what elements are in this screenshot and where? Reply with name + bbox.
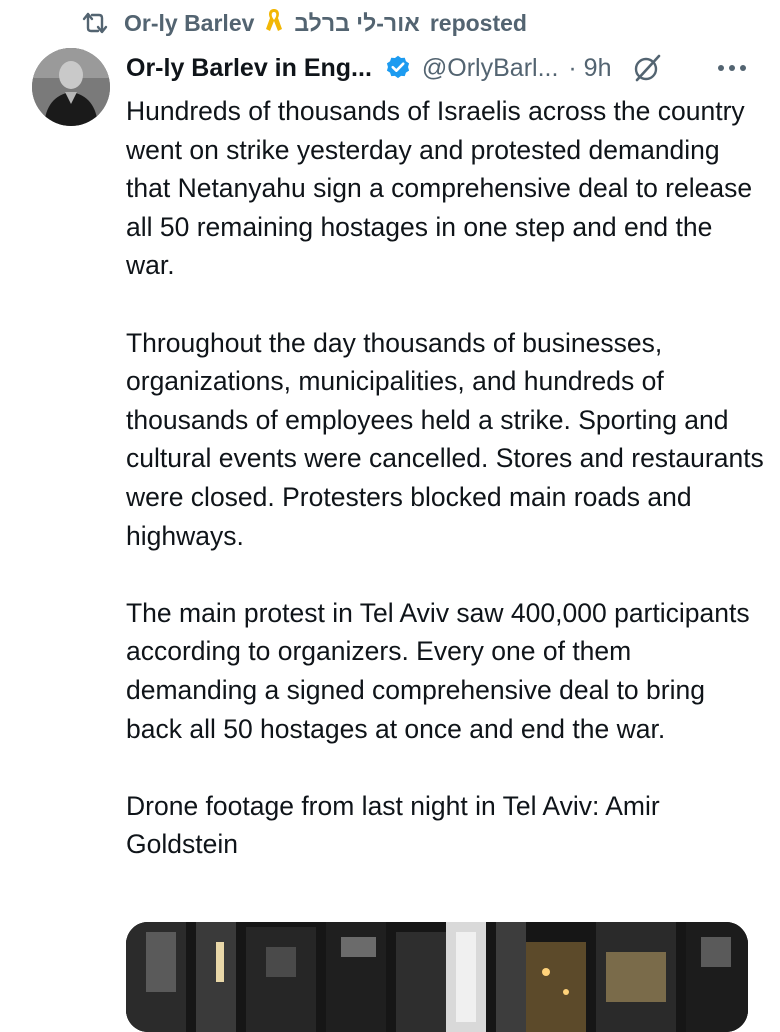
avatar[interactable] <box>32 48 110 126</box>
tweet-paragraph: Hundreds of thousands of Israelis across the country went on strike yesterday and protested demanding that Netanyahu sign a comprehensive deal to release all 50 remaining hostages in one step and end the war. <box>126 96 753 281</box>
author-handle[interactable]: @OrlyBarl... <box>421 53 559 82</box>
timestamp[interactable]: · 9h <box>568 53 612 82</box>
tweet-paragraph: Throughout the day thousands of businesses, organizations, municipalities, and hundreds of thousands of employees held a strike. Sporting and cultural events were cancelled. Stores and restaurants were closed. Protesters blocked main roads and highways. <box>126 327 764 551</box>
tweet-paragraph: The main protest in Tel Aviv saw 400,000 participants according to organizers. Every one of them demanding a signed comprehensive deal to bring back all 50 hostages at once and end the war. <box>126 597 750 744</box>
more-icon[interactable] <box>718 65 760 71</box>
repost-author-name[interactable]: Or-ly Barlev <box>124 9 255 36</box>
author-display-name[interactable]: Or-ly Barlev in Eng... <box>126 53 372 82</box>
tweet-text <box>126 92 766 864</box>
repost-icon <box>80 8 110 38</box>
repost-hebrew-name[interactable]: אור-לי ברלב <box>294 9 420 36</box>
tweet-paragraph: Drone footage from last night in Tel Aviv: Amir Goldstein <box>126 790 660 860</box>
tweet-header <box>126 50 760 86</box>
yellow-ribbon-icon <box>264 7 284 39</box>
video-thumbnail[interactable] <box>126 922 748 1032</box>
repost-context[interactable] <box>80 8 527 38</box>
grok-icon[interactable] <box>632 53 662 83</box>
verified-badge-icon <box>384 54 412 82</box>
repost-label: reposted <box>429 9 527 36</box>
